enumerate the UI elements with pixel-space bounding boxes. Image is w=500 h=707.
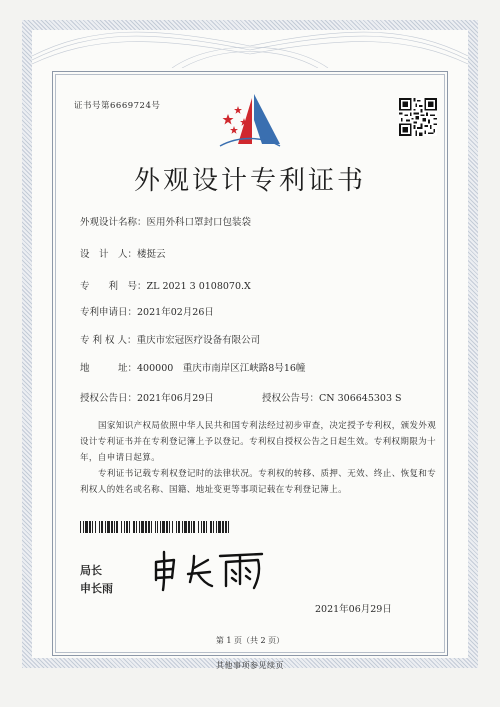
field-value: 医用外科口罩封口包装袋 [146,217,252,228]
handwritten-signature [150,548,268,592]
legal-status-statement: 专利证书记载专利权登记时的法律状况。专利权的转移、质押、无效、终止、恢复和专利权人的姓名或名称、国籍、地址变更等事项记载在专利登记簿上。 [80,469,437,495]
field-announce-number [262,390,402,404]
field-label: 专 利 权 人： [80,335,137,346]
field-label: 地 址： [80,363,138,374]
field-announce-date [80,390,214,404]
signatory-name: 申长雨 [80,582,113,595]
field-label: 授权公告日： [80,393,138,404]
field-filing-date [80,304,214,318]
certificate-number: 证书号第6669724号 [74,101,161,111]
field-value: CN 306645303 S [319,393,402,404]
field-value: ZL 2021 3 0108070.X [146,281,251,292]
field-address [80,360,305,374]
field-design-name [80,214,251,228]
field-patentee [80,332,260,346]
page-number: 第 1 页（共 2 页） [215,636,285,645]
field-value: 2021年02月26日 [137,307,214,318]
barcode-icon [80,521,230,533]
grant-statement: 国家知识产权局依照中华人民共和国专利法经过初步审查，决定授予专利权，颁发外观设计专利证书并在专利登记簿上予以登记。专利权自授权公告之日起生效。专利权期限为十年，自申请日起算。 [80,421,437,463]
field-designer [80,246,166,260]
guilloche-ornament [32,30,468,68]
field-label: 专 利 号： [80,281,147,292]
certificate-title: 外观设计专利证书 [133,166,366,196]
field-label: 设 计 人： [80,249,138,260]
field-value: 2021年06月29日 [137,393,214,404]
field-value: 楼挺云 [137,249,166,260]
field-label: 外观设计名称： [80,217,147,228]
field-value: 重庆市宏冠医疗设备有限公司 [136,335,261,346]
continued-note: 其他事项参见续页 [216,661,284,670]
field-label: 授权公告号： [262,393,320,404]
field-value: 400000 重庆市南岸区江峡路8号16幢 [137,363,306,374]
field-label: 专利申请日： [80,307,138,318]
qr-code-icon [399,98,437,136]
signatory-title: 局长 [80,564,102,577]
field-patent-number [80,278,251,292]
issue-date: 2021年06月29日 [315,604,392,615]
cnipa-emblem-icon [218,92,282,148]
